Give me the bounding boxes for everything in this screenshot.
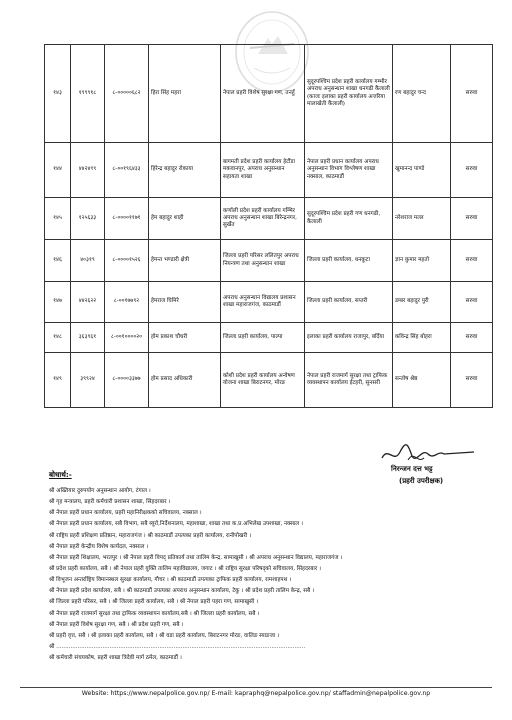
remark-cell: सरुवा [451,353,493,408]
proposer-cell: नरेशराज मल्ल [393,198,451,240]
to-office-cell: सुदूरपश्चिम प्रदेश प्रहरी कार्यालय गम्भीर अपराध अनुसन्धान शाखा धनगढी कैलाली (काजः इलाका प्रहरी कार्यालय अत्तरिया मालाखेती कैलाली) [305,45,393,143]
table-row [45,323,493,353]
police-id-cell: ४०३१९ [71,240,105,282]
serial-cell: १४६ [45,240,71,282]
table-row [45,143,493,198]
list-item: श्री कर्मचारी संचयकोष, प्रहरी शाखा त्रिदेवी मार्ग ठमेल, काठमाडौं । [49,655,182,662]
proposer-cell: डम्बर बहादुर पुरी [393,282,451,323]
list-item: श्री विभूजन अन्तर्राष्ट्रिय विमानस्थल सुरक्षा कार्यालय, गौचर । श्री काठमाडौं उपत्यका ट्राफिक प्रहरी कार्यालय, रामशाहपथ । [49,577,292,584]
police-id-cell: ४४२४९९ [71,143,105,198]
name-cell: हिरा सिंह महरा [149,45,221,143]
name-cell: होम प्रसाद अधिकारी [149,353,221,408]
remark-cell: सरुवा [451,282,493,323]
proposer-cell: खुमानन्द पाण्डे [393,143,451,198]
transfer-table [44,44,493,408]
rank-code-cell: ८-००१००००२० [105,323,149,353]
signer-name: निरन्जन दत्त भट्ट [391,465,433,473]
rank-code-cell: ८-००१७७९२ [105,282,149,323]
list-item: श्री ............................................................................................................................................ [49,643,306,650]
name-cell: हेमन्त भण्डारी क्षेत्री [149,240,221,282]
police-id-cell: ३६३९६१ [71,323,105,353]
name-cell: हिरेन्द्र बहादुर रोकाया [149,143,221,198]
from-office-cell: जिल्ला प्रहरी परिसर ललितपुर अपराध नियन्त्रण तथा अनुसन्धान शाखा [221,240,305,282]
proposer-cell: ज्ञान कुमार महतो [393,240,451,282]
police-id-cell: ४४२६२२ [71,282,105,323]
list-item: श्री नेपाल प्रहरी केन्द्रीय विशेष कार्यदल, नक्साल । [49,543,149,550]
rank-code-cell: ८-०००००६८२ [105,45,149,143]
footer-divider [20,687,492,688]
proposer-cell: कविन्द्र सिंह बोहरा [393,323,451,353]
list-item: श्री नेपाल प्रहरी राजमार्ग सुरक्षा तथा ट्राफिक व्यवस्थापन कार्यालय,सबै । श्री जिल्ला प्रहरी कार्यालय, सबै । [49,610,260,617]
list-item: श्री राष्ट्रिय प्रहरी प्रशिक्षण प्रतिष्ठान, महाराजगंज । श्री काठमाडौं उपत्यका प्रहरी कार्यालय, रानीपोखरी । [49,532,252,539]
table-row [45,198,493,240]
copies-list [49,486,499,664]
to-office-cell: जिल्ला प्रहरी कार्यालय, धनकुटा [305,240,393,282]
list-item: श्री नेपाल प्रहरी प्रदेश कार्यालय, सबै । श्री काठमाडौं उपत्यका अपराध अनुसन्धान कार्यालय, टेकु । श्री प्रदेश प्रहरी तालिम केन्द्र, सबै । [49,588,315,595]
to-office-cell: नेपाल प्रहरी राजमार्ग सुरक्षा तथा ट्राफिक व्यवस्थापन कार्यालय ईटहरी, सुनसरी [305,353,393,408]
table-row [45,240,493,282]
table-row [45,282,493,323]
list-item: श्री प्रदेश प्रहरी कार्यालय, सबै । श्री नेपाल प्रहरी युक्ति तालिम महाविद्यालय, जगाट । श्री राष्ट्रिय सुरक्षा परिषद्को सचिवालय, सिंहदरबार । [49,565,322,572]
serial-cell: १४५ [45,198,71,240]
from-office-cell: जिल्ला प्रहरी कार्यालय, पाल्पा [221,323,305,353]
from-office-cell: अपराध अनुसन्धान विद्यालय प्रशासन शाखा महाराजगंज, काठमाडौं [221,282,305,323]
list-item: श्री प्रहरी वृत्त, सबै । श्री इलाका प्रहरी कार्यालय, सबै । श्री वडा प्रहरी कार्यालय, बिराटनगर मोरङ, वालिङ स्याङजा । [49,632,280,639]
list-item: श्री नेपाल प्रहरी विशेष सुरक्षा गण, सबै । श्री प्रदेश प्रहरी गण, सबै । [49,621,184,628]
rank-code-cell: ८-००१९६४३३ [105,143,149,198]
police-id-cell: १२५६३३ [71,198,105,240]
signer-designation: (प्रहरी उपरीक्षक) [399,477,444,485]
from-office-cell: कर्णाली प्रदेश प्रहरी कार्यालय गम्भिर अपराध अनुसन्धान शाखा बिरेन्द्रनगर, सुर्खेत [221,198,305,240]
to-office-cell: इलाका प्रहरी कार्यालय राजापुर, बर्दिया [305,323,393,353]
to-office-cell: जिल्ला प्रहरी कार्यालय, सप्तरी [305,282,393,323]
rank-code-cell: ८-००००११७१ [105,198,149,240]
list-item: श्री नेपाल प्रहरी शिक्षालय, भरतपुर । श्री नेपाल प्रहरी विपद् प्रतिकार्य तथा तालिम केन्द्र, सामाखुसी । श्री अपराध अनुसन्धान विद्यालय, महाराजगंज । [49,554,343,561]
from-office-cell: नेपाल प्रहरी विशेष सुरक्षा गण, तनहुँ [221,45,305,143]
from-office-cell: कोशी प्रदेश प्रहरी कार्यालय अन्वेषण योजना शाखा बिराटनगर, मोरङ [221,353,305,408]
serial-cell: १४४ [45,143,71,198]
police-id-cell: १९९९१८ [71,45,105,143]
table-row [45,45,493,143]
name-cell: हेम बहादुर शाही [149,198,221,240]
rank-code-cell: ८-००००१५२६ [105,240,149,282]
serial-cell: १४३ [45,45,71,143]
name-cell: होम प्रकाश चौधरी [149,323,221,353]
list-item: श्री नेपाल प्रहरी प्रधान कार्यालय, प्रहरी महानिरीक्षकको सचिवालय, नक्साल । [49,510,202,517]
serial-cell: १४९ [45,353,71,408]
remark-cell: सरुवा [451,143,493,198]
proposer-cell: सन्तोष श्रेष्ठ [393,353,451,408]
remark-cell: सरुवा [451,45,493,143]
name-cell: हेमराज घिमिरे [149,282,221,323]
rank-code-cell: ८-००००३३७७ [105,353,149,408]
list-item: श्री नेपाल प्रहरी प्रधान कार्यालय, सबै विभाग, सबै ब्यूरो,निर्देशनालय, महाशाखा, शाखा तथा क.प्र.अभिलेख उपशाखा, नक्साल । [49,521,303,528]
remark-cell: सरुवा [451,240,493,282]
proposer-cell: रण बहादुर चन्द [393,45,451,143]
remark-cell: सरुवा [451,198,493,240]
police-id-cell: ३९९२४ [71,353,105,408]
serial-cell: १४७ [45,282,71,323]
list-item: श्री गृह मन्त्रालय, प्रहरी कर्मचारी प्रशासन शाखा, सिंहदरबार । [49,499,171,506]
list-item: श्री जिल्ला प्रहरी परिसर, सबै । श्री जिल्ला प्रहरी कार्यालय, सबै । श्री नेपाल प्रहरी पहरा गण, सामाखुसी । [49,599,259,606]
footer-contact: Website: https://www.nepalpolice.gov.np/ E-mail: kapraphq@nepalpolice.gov.np/ staffadmin@nepalpolice.gov.np [81,690,431,697]
list-item: श्री अख्तियार दुरुपयोग अनुसन्धान आयोग, टंगाल । [49,488,151,494]
copies-heading: बोधार्थ:- [49,470,72,479]
to-office-cell: नेपाल प्रहरी प्रधान कार्यालय अपराध अनुसन्धान विभाग विश्लेषण शाखा नक्साल, काठमाडौं [305,143,393,198]
serial-cell: १४८ [45,323,71,353]
remark-cell: सरुवा [451,323,493,353]
table-row [45,353,493,408]
from-office-cell: बागमती प्रदेश प्रहरी कार्यालय हेटौंडा मकवानपुर, अपराध अनुसन्धान सहायता शाखा [221,143,305,198]
to-office-cell: सुदूरपश्चिम प्रदेश प्रहरी गण धनगढी, कैलाली [305,198,393,240]
